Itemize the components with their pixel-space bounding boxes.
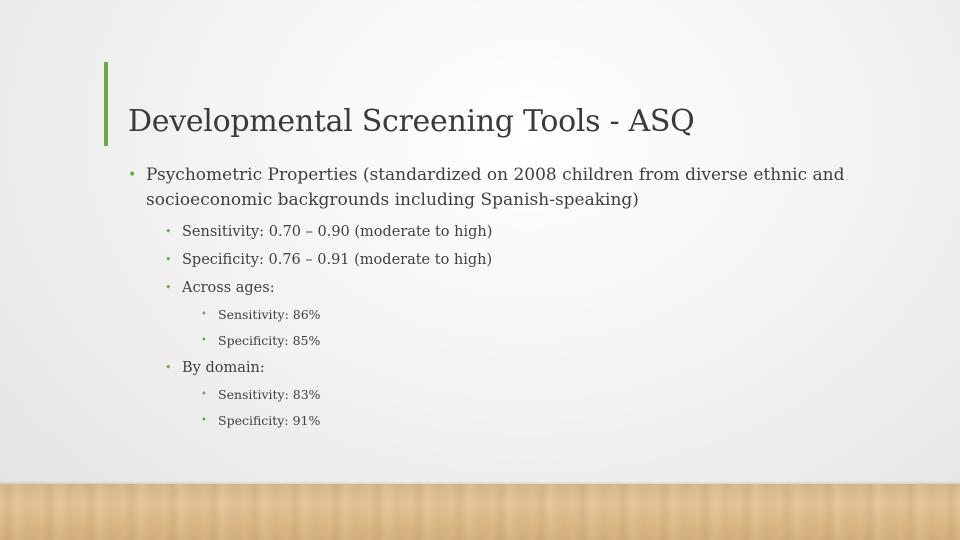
bullet-psychometric-properties [128, 163, 848, 213]
bullet-text: Specificity: 85% [218, 333, 321, 348]
bullet-sensitivity-range [165, 222, 848, 242]
bullet-text: Sensitivity: 86% [218, 307, 321, 322]
bullet-dot-icon: • [201, 389, 207, 400]
bullet-dot-icon: • [201, 309, 207, 320]
bullet-text: Specificity: 91% [218, 413, 321, 428]
bullet-domain-sensitivity [201, 386, 848, 404]
bullet-text: By domain: [182, 360, 265, 376]
bullet-ages-sensitivity [201, 306, 848, 324]
slide-title: Developmental Screening Tools - ASQ [128, 104, 695, 139]
bullet-specificity-range [165, 250, 848, 270]
bullet-domain-specificity [201, 412, 848, 430]
wood-floor-background [0, 484, 960, 540]
bullet-dot-icon: • [201, 335, 207, 346]
bullet-text-line-1: Psychometric Properties (standardized on 2008 children from diverse ethnic and [146, 165, 845, 185]
title-accent-bar [104, 62, 108, 146]
bullet-dot-icon: • [165, 361, 172, 374]
bullet-text-line-2: socioeconomic backgrounds including Spanish-speaking) [146, 190, 639, 210]
bullet-text: Sensitivity: 83% [218, 387, 321, 402]
bullet-text: Across ages: [182, 280, 275, 296]
bullet-dot-icon: • [165, 253, 172, 266]
bullet-by-domain [165, 358, 848, 378]
bullet-dot-icon: • [165, 281, 172, 294]
bullet-dot-icon: • [128, 167, 137, 183]
bullet-list [128, 163, 848, 438]
bullet-dot-icon: • [201, 415, 207, 426]
bullet-across-ages [165, 278, 848, 298]
bullet-text: Sensitivity: 0.70 – 0.90 (moderate to high) [182, 224, 493, 240]
bullet-dot-icon: • [165, 225, 172, 238]
bullet-text: Specificity: 0.76 – 0.91 (moderate to high) [182, 252, 493, 268]
bullet-ages-specificity [201, 332, 848, 350]
